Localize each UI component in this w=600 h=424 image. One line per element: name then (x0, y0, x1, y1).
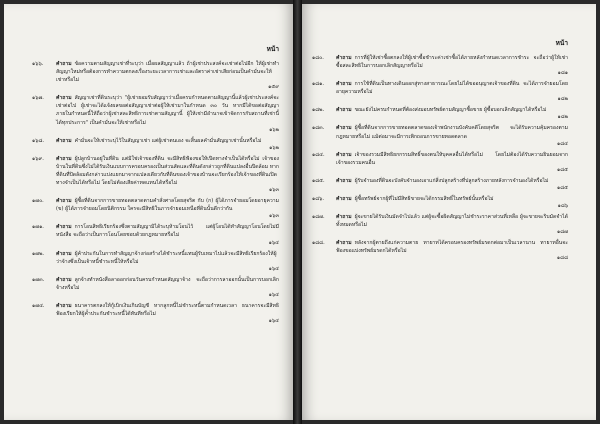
question-number: ๑๘๘. (312, 240, 325, 247)
page-reference: ๑๘๗ (557, 229, 568, 236)
question-text: การใช้ที่ดินเป็นทางเดินออกสู่ทางสาธารณะโดยไม่ได้ขออนุญาตเจ้าของที่ดิน จะได้ภารจำยอมโดยอายุความหรือไม่ (336, 81, 568, 96)
question-entry (312, 106, 568, 121)
question-body (56, 276, 279, 292)
question-entry (312, 54, 568, 77)
question-text: ขณะยังไม่ครบกำหนดที่ต้องส่งมอบทรัพย์ตามสัญญาซื้อขาย ผู้ซื้อบอกเลิกสัญญาได้หรือไม่ (354, 107, 547, 114)
page-reference: ๑๖๔ (268, 318, 279, 325)
question-body (336, 239, 568, 255)
page-reference: ๑๖๔ (268, 239, 279, 246)
question-body (336, 151, 568, 167)
question-body (336, 195, 568, 203)
question-number: ๑๖๘. (32, 137, 45, 144)
question-number: ๑๘๓. (312, 125, 325, 132)
question-text: ผู้ปลูกบ้านอยู่ในที่ดิน แต่มิใช่เจ้าของที่ดิน จะมีสิทธิฟ้องขอให้เปิดทางจำเป็นได้หรือไม่ เจ้าของบ้านในที่ดินซึ่งไม่ได้รับเงินแบบการครอบครองเป็นส่วนสัดและที่ดินดังกล่าวถูกที่ดินแปลงอื่นปิดล้อม หากที่ดินที่ปิดล้อมดังกล่าวแบ่งแยกมาจากแปลงเดียวกับที่ดินของเจ้าของบ้านจะเรียกร้องให้เจ้าของที่ดินเปิดทางจำเป็นได้หรือไม่ โดยไม่ต้องเสียค่าทดแทนได้หรือไม่ (56, 155, 279, 187)
question-number: ๑๖๖. (32, 61, 44, 67)
question-label: คำถาม (336, 177, 352, 184)
question-label: คำถาม (56, 276, 72, 283)
question-number: ๑๘๖. (312, 195, 325, 202)
page-reference: ๑๖๔ (268, 265, 279, 272)
question-label: คำถาม (56, 250, 72, 257)
question-text: ผู้ซื้อทรัพย์จากผู้ที่ไม่มีสิทธิขายจะได้กรรมสิทธิ์ในทรัพย์นั้นหรือไม่ (354, 195, 494, 202)
question-label: คำถาม (56, 137, 72, 144)
question-label: คำถาม (336, 125, 352, 132)
page-reference: ๑๘๑ (557, 70, 568, 77)
question-body (56, 197, 279, 213)
question-body (56, 223, 279, 239)
question-entry (312, 177, 568, 192)
question-body (336, 177, 568, 185)
question-label: คำถาม (336, 81, 352, 88)
question-list (312, 54, 568, 262)
question-entry (312, 80, 568, 103)
page-column-header: หน้า (555, 39, 568, 47)
question-body (56, 155, 279, 187)
question-body (56, 60, 279, 84)
left-page (4, 4, 293, 420)
book-gutter (293, 0, 302, 424)
question-body (56, 137, 279, 145)
question-entry (32, 94, 279, 133)
page-reference: ๑๖๓ (269, 187, 279, 194)
page-reference: ๑๘๖ (557, 203, 568, 210)
question-body (336, 80, 568, 96)
question-text: สัญญาเช่าที่ดินระบุว่า "ผู้เช่ายอมรับสัญญาว่าเมื่อครบกำหนดตามสัญญานี้แล้วผู้เช่าประสงค์จะเช่าต่อไป ผู้เช่าจะได้แจ้งผลขอต่อสัญญาเช่าต่อผู้ให้เช่ามาในกำหนด ๓๐ วัน หากมีได้ขอต่อสัญญาภายในกำหนดนี้ให้ถือว่าผู้เช่าสละสิทธิการเช่าตามสัญญานี้ ผู้ให้เช่ามีอำนาจเข้าจัดการกับสถานที่เช่านี้ได้ทุกประการ" เป็นคำมั่นจะให้เช่าหรือไม่ (56, 95, 279, 126)
question-label: คำถาม (56, 224, 72, 231)
question-entry (32, 197, 279, 220)
question-label: คำถาม (56, 198, 72, 205)
question-entry (312, 239, 568, 262)
page-reference: ๑๘๕ (556, 166, 568, 173)
question-text: คำมั่นจะให้เช่าระบุไว้ในสัญญาเช่า แต่ผู้เช่าตนเอง จะสิ้นผลคำมั่นสัญญาเช่านั้นหรือไม่ (74, 137, 262, 144)
question-entry (312, 151, 568, 174)
question-body (336, 213, 568, 229)
question-text: การโอนสิทธิเรียกร้องซึ่งตามสัญญามิได้ระบุห้ามโอนไว้ แต่ผู้โอนได้ทำสัญญาโอนโดยไม่มีหนังสือ จะถือว่าเป็นการโอนโดยชอบด้วยกฎหมายหรือไม่ (56, 224, 279, 239)
question-body (336, 124, 568, 140)
question-text: ผู้รับจำนองที่ดินจะบังคับจำนองเอาแก่สิ่งปลูกสร้างที่ปลูกสร้างภายหลังการจำนองได้หรือไม่ (354, 177, 549, 184)
question-entry (312, 195, 568, 210)
question-body (336, 106, 568, 114)
page-reference: ๑๘๕ (556, 184, 568, 191)
question-text: ผู้ค้าประกันในการทำสัญญาจ้างก่อสร้างได้ชำระหนี้แทนผู้รับเหมาไปแล้วจะมีสิทธิเรียกร้องให้ผู้ว่าจ้างซึ่งเป็นเจ้าหนี้ชำระหนี้ให้หรือไม่ (56, 250, 277, 265)
question-body (56, 94, 279, 126)
question-label: คำถาม (56, 61, 72, 67)
question-text: หลังจากผู้ตายถึงแก่ความตาย ทายาทได้ครอบครองทรัพย์มรดกต่อมาเป็นเวลานาน ทายาทอื่นจะฟ้องขอแบ่งทรัพย์มรดกได้หรือไม่ (336, 240, 568, 255)
question-entry (32, 276, 279, 299)
question-text: ผู้ซื้อที่ดินจากการขายทอดตลาดตามคำสั่งศาลโดยสุจริต กับ (ก) ผู้ได้ภารจำยอมโดยอายุความ (ข) ผู้ได้ภารจำยอมโดยนิติกรรม ใครจะมีสิทธิในภารจำยอมเหนือที่ดินนั้นดีกว่ากัน (56, 198, 279, 213)
question-text: ผู้ซื้อที่ดินจากการขายทอดตลาดของเจ้าพนักงานบังคับคดีโดยสุจริต จะได้รับความคุ้มครองตามกฎหมายหรือไม่ แม้ต่อมาจะมีการเพิกถอนการขายทอดตลาด (336, 125, 568, 140)
question-entry (32, 302, 279, 325)
page-column-header: หน้า (266, 45, 279, 53)
question-label: คำถาม (336, 240, 352, 247)
question-text: การที่ผู้ให้เช่าซื้อตกลงให้ผู้เช่าซื้อชำระค่าเช่าซื้อได้ภายหลังกำหนดเวลาการชำระ จะถือว่าผู้ให้เช่าซื้อสละสิทธิในการบอกเลิกสัญญาหรือไม่ (336, 55, 568, 70)
question-label: คำถาม (56, 302, 72, 309)
page-reference: ๑๖๔ (268, 291, 279, 298)
question-entry (32, 223, 279, 246)
page-reference: ๑๖๒ (269, 144, 279, 151)
question-text: เจ้าของรวมมีสิทธิยกกรรมสิทธิ์ของตนให้บุคคลอื่นได้หรือไม่ โดยไม่ต้องได้รับความยินยอมจากเจ้าของรวมคนอื่น (336, 151, 568, 166)
question-body (56, 250, 279, 266)
question-number: ๑๗๑. (32, 224, 44, 231)
question-label: คำถาม (56, 95, 72, 102)
question-number: ๑๗๐. (32, 198, 44, 205)
question-number: ๑๘๔. (312, 151, 325, 158)
question-number: ๑๘๕. (312, 177, 325, 184)
question-entry (312, 213, 568, 236)
page-reference: ๑๘๘ (556, 255, 568, 262)
question-label: คำถาม (336, 55, 352, 61)
page-reference: ๑๘๒ (557, 114, 568, 121)
right-page (302, 4, 596, 420)
question-entry (32, 137, 279, 152)
question-entry (32, 60, 279, 91)
question-text: ผู้จะขายได้รับเงินมัดจำไปแล้ว แต่ผู้จะซื้อผิดสัญญาไม่ชำระราคาส่วนที่เหลือ ผู้จะขายจะริบมัดจำได้ทั้งหมดหรือไม่ (336, 214, 568, 229)
question-entry (32, 250, 279, 273)
question-body (56, 302, 279, 318)
question-number: ๑๖๙. (32, 155, 44, 162)
question-list (32, 60, 279, 325)
question-entry (32, 155, 279, 194)
question-number: ๑๗๒. (32, 250, 45, 257)
page-reference: ๑๖๓ (269, 213, 279, 220)
question-number: ๑๗๔. (32, 302, 45, 309)
question-number: ๑๘๒. (312, 107, 325, 114)
question-text: ลูกจ้างทำหนังสือลาออกก่อนวันครบกำหนดสัญญาจ้าง จะถือว่าการลาออกนั้นเป็นการบอกเลิกจ้างหรือไม่ (56, 276, 279, 291)
page-reference: ๑๘๔ (556, 140, 568, 147)
question-number: ๑๗๓. (32, 276, 45, 283)
question-body (336, 54, 568, 70)
question-text: ข้อความตามสัญญาเช่าที่ระบุว่า เมื่อผลสัญญาแล้ว ถ้าผู้เช่าประสงค์จะเช่าต่อไปอีก ให้ผู้เช่าทำสัญญาใหม่หรือต้องการทำความตกลงเรื่องระยะเวลาการเช่าและอัตราค่าเช่าเสียก่อนเป็นคำมั่นจะให้เช่าหรือไม่ (56, 61, 279, 84)
page-reference: ๑๕๙ (268, 84, 279, 91)
question-label: คำถาม (336, 195, 352, 202)
question-label: คำถาม (336, 107, 352, 114)
question-number: ๑๘๐. (312, 55, 324, 61)
question-text: ธนาคารตกลงให้กู้เบิกเงินเกินบัญชี หากลูกหนี้ไม่ชำระหนี้ตามกำหนดเวลา ธนาคารจะมีสิทธิฟ้องเรียกให้ผู้ค้ำประกันชำระหนี้ได้ทันทีหรือไม่ (56, 302, 279, 317)
question-label: คำถาม (56, 155, 72, 162)
page-reference: ๑๘๒ (557, 96, 568, 103)
question-entry (312, 124, 568, 147)
question-number: ๑๘๗. (312, 214, 325, 221)
question-label: คำถาม (336, 151, 352, 158)
question-number: ๑๖๗. (32, 95, 44, 102)
question-number: ๑๘๑. (312, 81, 325, 88)
page-reference: ๑๖๒ (269, 126, 279, 133)
question-label: คำถาม (336, 214, 352, 221)
